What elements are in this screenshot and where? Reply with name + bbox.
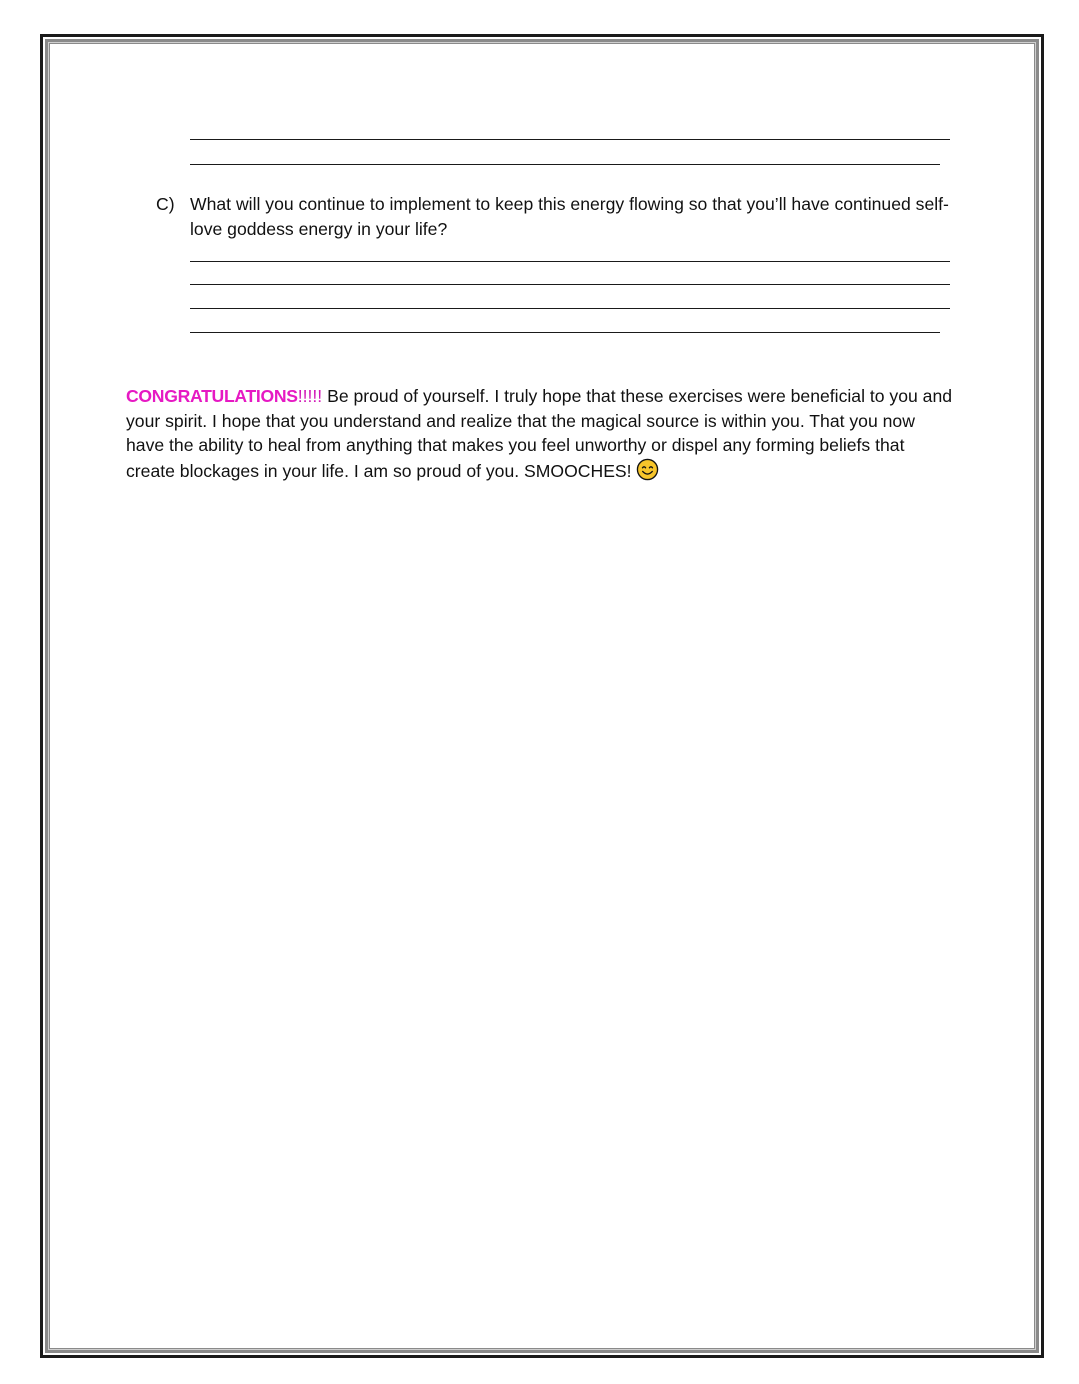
answer-line[interactable]	[190, 261, 950, 262]
congratulations-heading: CONGRATULATIONS	[126, 386, 298, 406]
answer-line[interactable]	[190, 332, 940, 333]
answer-line[interactable]	[190, 284, 950, 285]
question-text: What will you continue to implement to keep this energy flowing so that you’ll have continued self-love goddess energy in your life?	[190, 194, 949, 239]
closing-text: Be proud of yourself. I truly hope that these exercises were beneficial to you and your spirit. I hope that you understand and realize that the magical source is within you. That you now have the ability to heal from anything that makes you feel unworthy or dispel any forming beliefs that create blockages in your life. I am so proud of you. SMOOCHES!	[126, 386, 953, 481]
answer-line[interactable]	[190, 308, 950, 309]
exclamation-marks: !!!!!	[297, 386, 323, 406]
question-letter: C)	[156, 194, 175, 214]
closing-paragraph	[126, 384, 956, 487]
answer-line[interactable]	[190, 164, 940, 165]
smiling-face-icon	[636, 458, 659, 488]
answer-line[interactable]	[190, 139, 950, 140]
